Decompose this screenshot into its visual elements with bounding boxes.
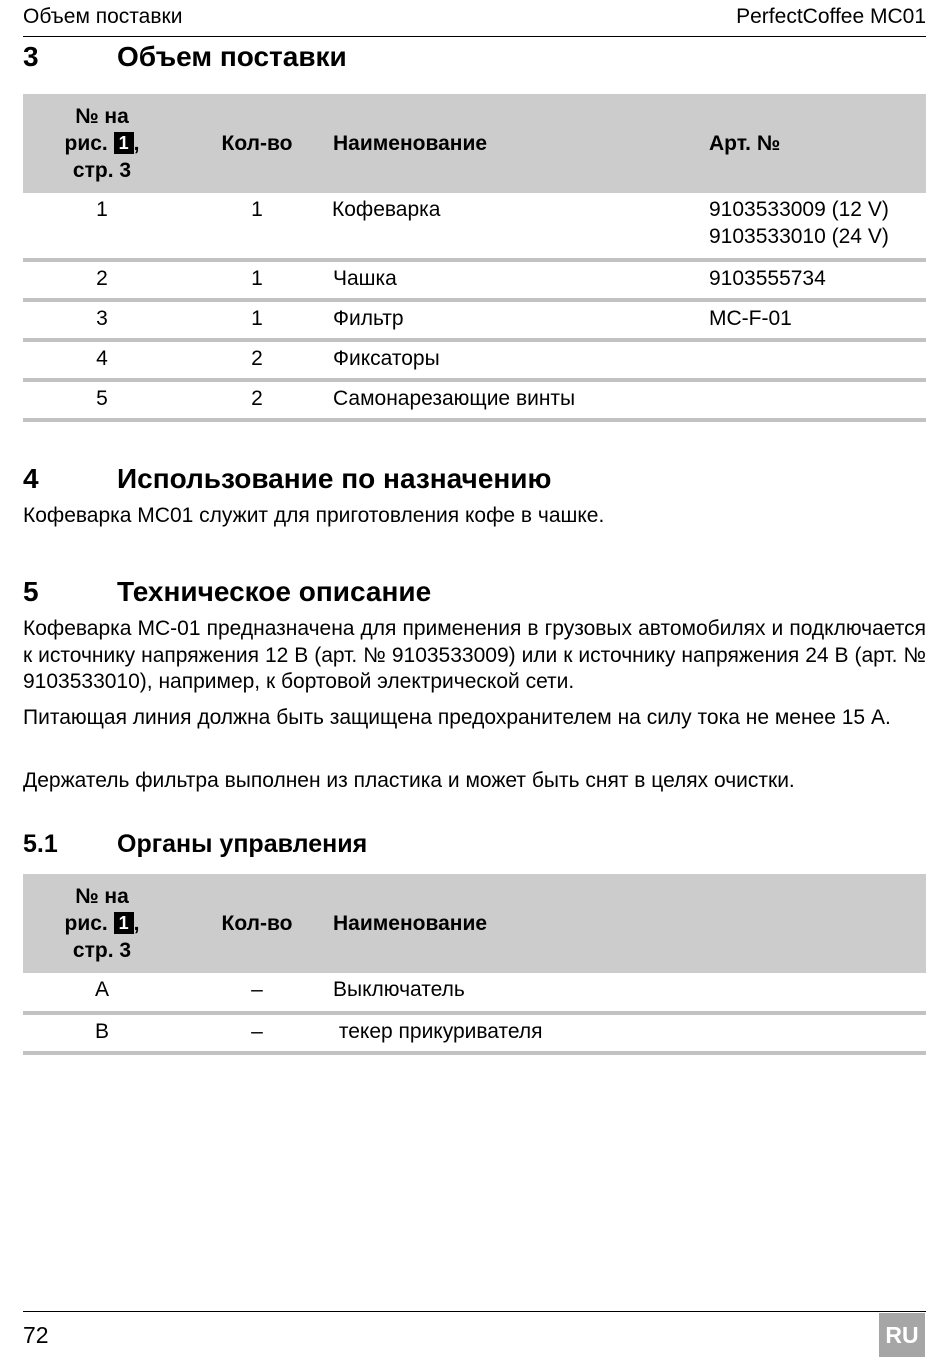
col-name-header: Наименование (333, 94, 709, 193)
page-number: 72 (23, 1322, 49, 1348)
section-3-heading (23, 40, 926, 74)
cell-qty: 1 (181, 193, 333, 260)
description-paragraph: Питающая линия должна быть защищена предохранителем на силу тока не менее 15 А. (23, 706, 891, 729)
controls-table (23, 874, 926, 1055)
cell-name: Кофеварка (333, 193, 709, 260)
intended-use-text: Кофеварка MC01 служит для приготовления кофе в чашке. (23, 504, 605, 527)
section-title: Использование по назначению (117, 463, 552, 494)
section-5-1-heading (23, 827, 926, 861)
col-name-header: Наименование (333, 874, 926, 973)
cell-art: 9103533009 (12 V) 9103533010 (24 V) (709, 193, 926, 260)
cell-fig: 3 (23, 300, 181, 340)
cell-name: Фильтр (333, 300, 709, 340)
cell-fig: B (23, 1013, 181, 1053)
cell-name: Самонарезающие винты (333, 380, 709, 420)
col-qty-header: Кол-во (181, 94, 333, 193)
language-tab: RU (879, 1313, 925, 1357)
cell-qty: – (181, 1013, 333, 1053)
section-title: Органы управления (117, 830, 368, 858)
cell-art: 9103555734 (709, 260, 926, 300)
table-row (23, 260, 926, 300)
cell-name: текер прикуривателя (333, 1013, 926, 1053)
cell-name: Чашка (333, 260, 709, 300)
cell-fig: 4 (23, 340, 181, 380)
table-row (23, 380, 926, 420)
table-header-row (23, 874, 926, 973)
section-title: Техническое описание (117, 576, 432, 607)
col-art-header: Арт. № (709, 94, 926, 193)
cell-qty: 1 (181, 300, 333, 340)
delivery-scope-table (23, 94, 926, 422)
cell-qty: 2 (181, 380, 333, 420)
table-row (23, 973, 926, 1013)
cell-art (709, 340, 926, 380)
section-number: 5.1 (23, 830, 58, 858)
description-paragraph: Кофеварка MC-01 предназначена для применения в грузовых автомобилях и подключается к источнику напряжения 12 В (арт. № 9103533009) или к источнику напряжения 24 В (арт. № 9103533010), например, к бортовой электрической сети. (23, 617, 926, 693)
table-row (23, 1013, 926, 1053)
cell-qty: – (181, 973, 333, 1013)
col-qty-header: Кол-во (181, 874, 333, 973)
cell-art: MC-F-01 (709, 300, 926, 340)
cell-qty: 1 (181, 260, 333, 300)
table-header-row (23, 94, 926, 193)
footer-rule (23, 1311, 926, 1312)
cell-fig: A (23, 973, 181, 1013)
cell-name: Фиксаторы (333, 340, 709, 380)
cell-fig: 5 (23, 380, 181, 420)
col-fig-header: № на рис. 1 , стр. 3 (23, 94, 181, 193)
figure-badge: 1 (114, 132, 134, 154)
section-5-heading (23, 575, 926, 609)
figure-badge: 1 (114, 912, 134, 934)
section-number: 4 (23, 463, 39, 494)
running-header (23, 4, 926, 37)
section-number: 3 (23, 41, 39, 72)
cell-art (709, 380, 926, 420)
cell-fig: 2 (23, 260, 181, 300)
cell-fig: 1 (23, 193, 181, 260)
cell-qty: 2 (181, 340, 333, 380)
table-row (23, 340, 926, 380)
header-section-title: Объем поставки (23, 5, 183, 28)
col-fig-header: № на рис. 1 , стр. 3 (23, 874, 181, 973)
description-paragraph: Держатель фильтра выполнен из пластика и может быть снят в целях очистки. (23, 769, 795, 792)
table-row (23, 300, 926, 340)
section-number: 5 (23, 576, 39, 607)
table-row (23, 193, 926, 260)
section-title: Объем поставки (117, 41, 347, 72)
cell-name: Выключатель (333, 973, 926, 1013)
header-product-name: PerfectCoffee MC01 (736, 5, 926, 28)
section-4-heading (23, 462, 926, 496)
